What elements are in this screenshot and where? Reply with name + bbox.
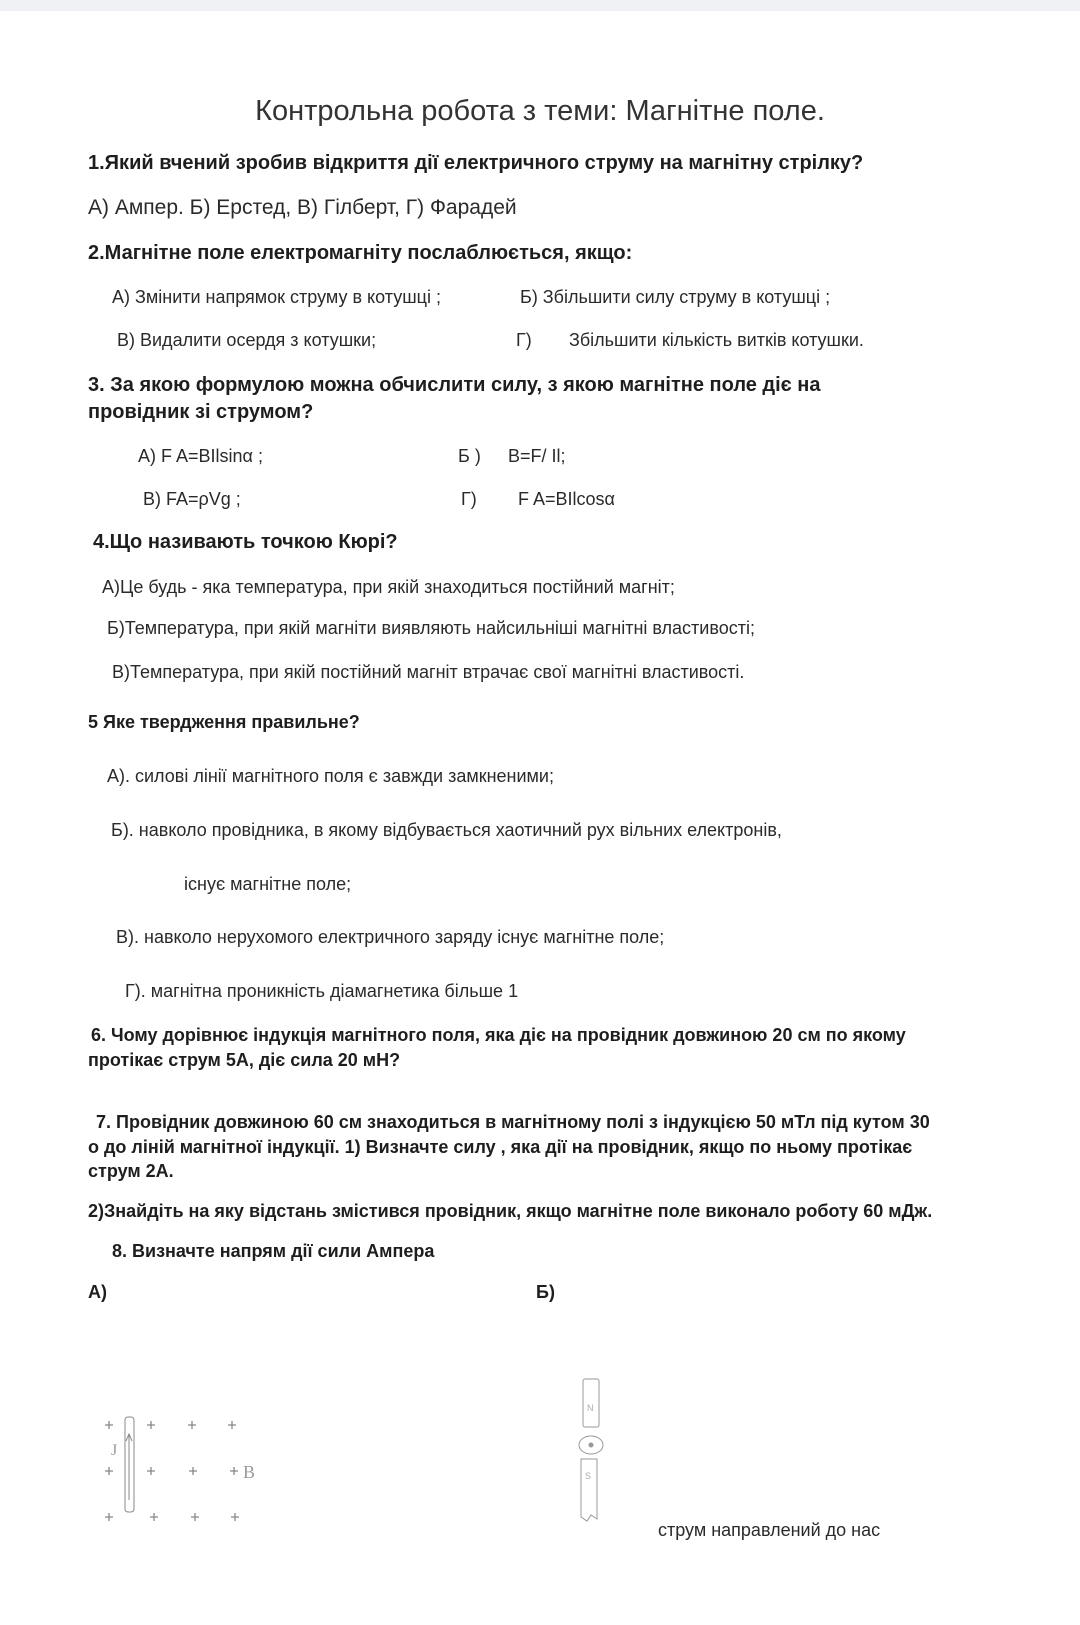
question-8: 8. Визначте напрям дії сили Ампера <box>112 1241 435 1261</box>
question-1-answers: А) Ампер. Б) Ерстед, В) Гілберт, Г) Фарадей <box>88 196 517 219</box>
question-4: 4.Що називають точкою Кюрі? <box>93 531 398 553</box>
question-2-answer-c: В) Видалити осердя з котушки; <box>117 330 377 350</box>
question-4-answer-a: А)Це будь - яка температура, при якій знаходиться постійний магніт; <box>102 577 675 597</box>
question-4-answer-b: Б)Температура, при якій магніти виявляють найсильніші магнітні властивості; <box>107 618 755 638</box>
question-3-answer-d-label: Г) <box>461 489 477 509</box>
figure-b-caption: струм направлений до нас <box>658 1520 881 1540</box>
question-3-line2: провідник зі струмом? <box>88 401 314 423</box>
question-5-answer-a: А). силові лінії магнітного поля є завжди замкненими; <box>107 766 554 786</box>
question-7-line3: струм 2А. <box>88 1161 174 1181</box>
question-7-line2: о до ліній магнітної індукції. 1) Визначте силу , яка дії на провідник, якщо по ньому протікає <box>88 1137 913 1157</box>
question-2-answer-d-label: Г) <box>516 330 532 350</box>
figure-b-magnet-and-conductor <box>575 1375 615 1535</box>
question-3-line1: 3. За якою формулою можна обчислити силу, з якою магнітне поле діє на <box>88 374 821 396</box>
question-1: 1.Який вчений зробив відкриття дії електричного струму на магнітну стрілку? <box>88 152 864 174</box>
question-3-answer-a: А) F A=BIlsinα ; <box>138 446 263 466</box>
question-3-answer-b-label: Б ) <box>458 446 481 466</box>
question-5: 5 Яке твердження правильне? <box>88 712 360 732</box>
question-8-label-a: А) <box>88 1282 107 1302</box>
question-3-answer-c: В) FA=ρVg ; <box>143 489 241 509</box>
figure-a-conductor-in-field <box>95 1405 275 1535</box>
question-5-answer-b-line2: існує магнітне поле; <box>184 874 352 894</box>
question-3-answer-b: B=F/ Il; <box>508 446 566 466</box>
question-7-line1: 7. Провідник довжиною 60 см знаходиться в магнітному полі з індукцією 50 мТл під кутом 30 <box>96 1112 930 1132</box>
question-2: 2.Магнітне поле електромагніту послаблюється, якщо: <box>88 242 633 264</box>
svg-text:N: N <box>587 1403 594 1413</box>
question-4-answer-c: В)Температура, при якій постійний магніт втрачає свої магнітні властивості. <box>112 662 745 682</box>
question-5-answer-c: В). навколо нерухомого електричного заряду існує магнітне поле; <box>116 927 665 947</box>
question-5-answer-d: Г). магнітна проникність діамагнетика більше 1 <box>125 981 519 1001</box>
question-2-answer-b: Б) Збільшити силу струму в котушці ; <box>520 287 831 307</box>
question-2-answer-d: Збільшити кількість витків котушки. <box>569 330 864 350</box>
question-6-line1: 6. Чому дорівнює індукція магнітного поля, яка діє на провідник довжиною 20 см по якому <box>91 1025 906 1045</box>
question-6-line2: протікає струм 5А, діє сила 20 мН? <box>88 1050 401 1070</box>
question-8-label-b: Б) <box>536 1282 555 1302</box>
question-3-answer-d: F A=BIlcosα <box>518 489 615 509</box>
top-bar <box>0 0 1080 11</box>
question-7-part2: 2)Знайдіть на яку відстань змістився провідник, якщо магнітне поле виконало роботу 60 мДж. <box>88 1201 933 1221</box>
current-label: J <box>111 1442 118 1459</box>
question-2-answer-a: А) Змінити напрямок струму в котушці ; <box>112 287 441 307</box>
magnet-south <box>581 1459 597 1521</box>
question-5-answer-b-line1: Б). навколо провідника, в якому відбувається хаотичний рух вільних електронів, <box>111 820 782 840</box>
field-label: B <box>243 1462 256 1482</box>
svg-text:S: S <box>585 1471 592 1481</box>
page-title: Контрольна робота з теми: Магнітне поле. <box>255 95 825 127</box>
